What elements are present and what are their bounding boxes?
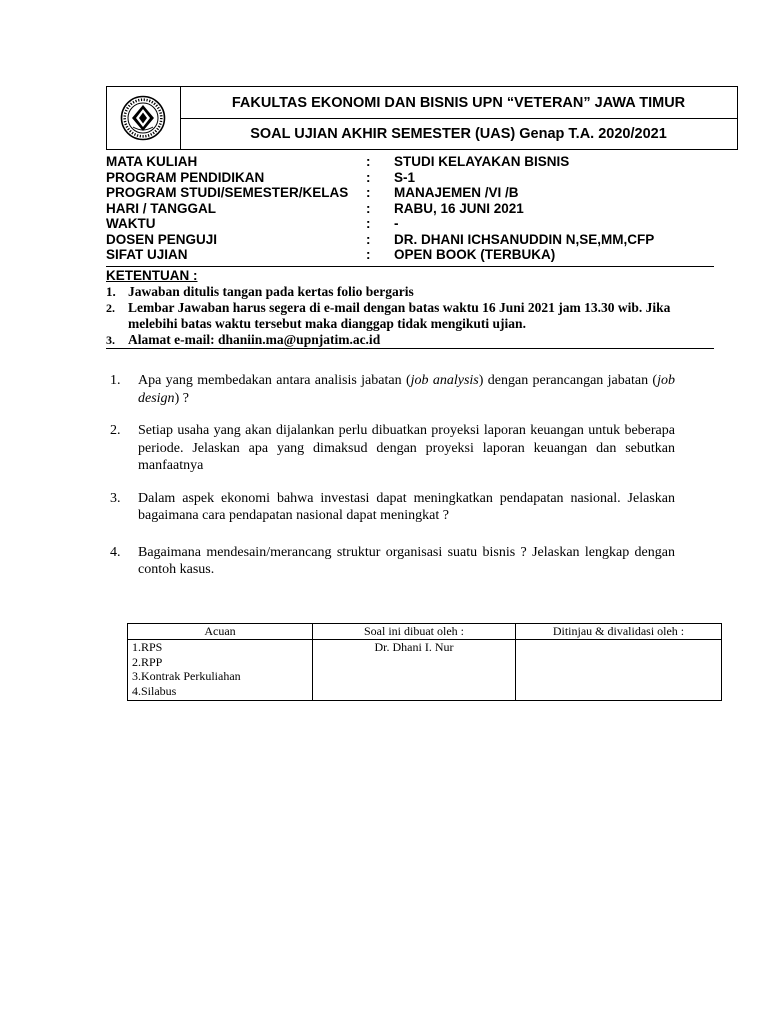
info-row [106, 154, 716, 170]
question [110, 544, 675, 579]
question-number: 2. [110, 423, 121, 438]
list-item [106, 332, 716, 348]
university-seal-icon [120, 95, 166, 141]
table-header-row [128, 624, 722, 640]
validated-by-cell [516, 640, 722, 701]
question-text: Dalam aspek ekonomi bahwa investasi dapat meningkatkan pendapatan nasional. Jelaskan bagaimana cara pendapatan nasional dapat meningkat ? [138, 490, 675, 523]
info-row [106, 170, 716, 186]
question [110, 490, 675, 525]
header-box [106, 86, 738, 150]
list-number: 3. [106, 333, 115, 347]
exam-info [106, 154, 716, 263]
made-by-cell: Dr. Dhani I. Nur [313, 640, 516, 701]
info-colon: : [366, 169, 371, 185]
divider [106, 348, 714, 349]
question-text-part: ) dengan perancangan jabatan ( [478, 373, 658, 388]
question-text [138, 372, 675, 407]
question-text: Setiap usaha yang akan dijalankan perlu dibuatkan proyeksi laporan keuangan untuk beberapa periode. Jelaskan apa yang dimaksud dengan proyeksi laporan keuangan dan sebutkan manfaatnya [138, 423, 675, 473]
info-label: SIFAT UJIAN [106, 247, 188, 262]
acuan-item: 3.Kontrak Perkuliahan [132, 669, 241, 683]
table-header-made-by: Soal ini dibuat oleh : [313, 624, 516, 640]
info-label: DOSEN PENGUJI [106, 231, 218, 247]
info-value: OPEN BOOK (TERBUKA) [394, 247, 556, 262]
list-item [106, 300, 716, 332]
info-row [106, 232, 716, 248]
list-number: 2. [106, 301, 115, 315]
info-row [106, 247, 716, 263]
question-text: Bagaimana mendesain/merancang struktur organisasi suatu bisnis ? Jelaskan lengkap dengan contoh kasus. [138, 544, 675, 577]
signature-table [127, 623, 722, 701]
question-number: 4. [110, 544, 121, 560]
table-header-validated-by: Ditinjau & divalidasi oleh : [516, 624, 722, 640]
info-colon: : [366, 154, 371, 169]
ketentuan-list [106, 284, 716, 348]
ketentuan-title: KETENTUAN : [106, 268, 198, 283]
info-colon: : [366, 247, 371, 262]
divider [106, 266, 714, 267]
acuan-item: 4.Silabus [132, 683, 177, 698]
info-value: RABU, 16 JUNI 2021 [394, 200, 524, 216]
info-value: DR. DHANI ICHSANUDDIN N,SE,MM,CFP [394, 231, 655, 247]
question [110, 422, 675, 475]
acuan-item: 2.RPP [132, 654, 163, 669]
info-row [106, 216, 716, 232]
question-list [110, 372, 675, 594]
list-item [106, 284, 716, 300]
info-colon: : [366, 216, 371, 231]
info-label: HARI / TANGGAL [106, 200, 216, 216]
question-term: job design [138, 373, 675, 406]
info-colon: : [366, 231, 371, 247]
info-value: S-1 [394, 169, 416, 185]
exam-title: SOAL UJIAN AKHIR SEMESTER (UAS) Genap T.A. 2020/2021 [250, 125, 667, 142]
question [110, 372, 675, 407]
table-row [128, 640, 722, 701]
info-value: MANAJEMEN /VI /B [394, 185, 519, 200]
logo-cell [107, 87, 181, 149]
acuan-item: 1.RPS [132, 640, 163, 654]
info-value: STUDI KELAYAKAN BISNIS [394, 154, 570, 169]
list-number: 1. [106, 284, 116, 299]
list-text: Alamat e-mail: dhaniin.ma@upnjatim.ac.id [128, 332, 381, 347]
info-label: PROGRAM STUDI/SEMESTER/KELAS [106, 185, 349, 200]
info-label: WAKTU [106, 216, 156, 231]
list-text: Jawaban ditulis tangan pada kertas folio bergaris [128, 284, 414, 299]
info-colon: : [366, 185, 371, 200]
acuan-cell [128, 640, 313, 701]
question-text-part: Apa yang membedakan antara analisis jabatan ( [138, 373, 411, 388]
info-row [106, 201, 716, 217]
question-term: job analysis [410, 373, 479, 388]
question-number: 1. [110, 373, 121, 388]
faculty-title: FAKULTAS EKONOMI DAN BISNIS UPN “VETERAN” JAWA TIMUR [180, 87, 737, 119]
info-label: MATA KULIAH [106, 154, 198, 169]
question-text-part: ) ? [174, 390, 189, 406]
info-row [106, 185, 716, 201]
list-text: Lembar Jawaban harus segera di e-mail dengan batas waktu 16 Juni 2021 jam 13.30 wib. Jika melebihi batas waktu tersebut maka dianggap tidak mengikuti ujian. [128, 300, 671, 331]
info-value: - [394, 216, 399, 231]
table-header-acuan: Acuan [128, 624, 313, 640]
question-number: 3. [110, 490, 121, 506]
info-colon: : [366, 200, 371, 216]
info-label: PROGRAM PENDIDIKAN [106, 169, 265, 185]
